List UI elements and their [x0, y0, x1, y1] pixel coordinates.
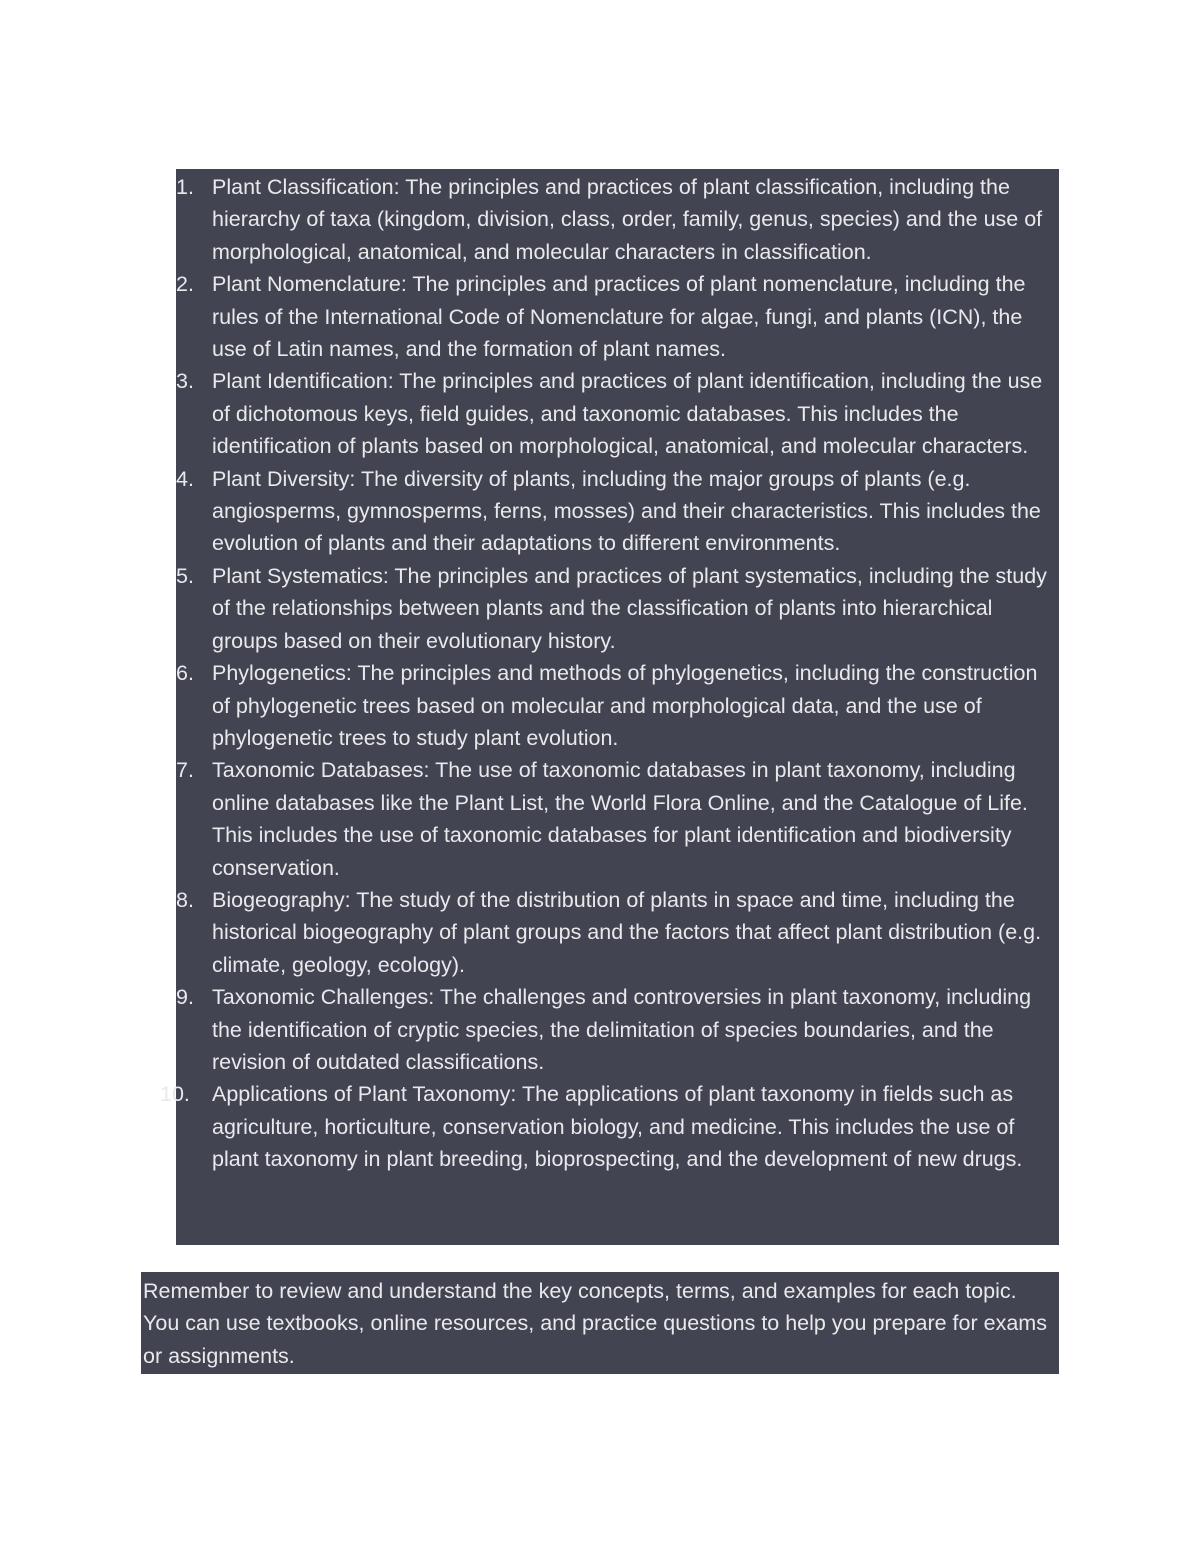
list-item	[176, 268, 1059, 365]
list-item	[176, 657, 1059, 754]
topic-list	[160, 171, 1059, 1176]
list-item-text: Plant Identification: The principles and practices of plant identification, including the use of dichotomous keys, field guides, and taxonomic databases. This includes the identification of plants based on morphological, anatomical, and molecular characters.	[212, 369, 1043, 459]
list-item	[176, 754, 1059, 884]
list-item-number: 1.	[176, 175, 194, 199]
list-item	[176, 463, 1059, 560]
list-item-text: Plant Nomenclature: The principles and practices of plant nomenclature, including the rules of the International Code of Nomenclature for algae, fungi, and plants (ICN), the use of Latin names, and the formation of plant names.	[212, 272, 1026, 362]
topic-list-block	[160, 169, 1059, 1245]
list-item-number: 8.	[176, 887, 194, 912]
list-item-text: Taxonomic Databases: The use of taxonomic databases in plant taxonomy, including online databases like the Plant List, the World Flora Online, and the Catalogue of Life. This includes the use of taxonomic databases for plant identification and biodiversity conservation.	[212, 758, 1028, 880]
list-item	[176, 884, 1059, 981]
list-item-text: Plant Systematics: The principles and practices of plant systematics, including the study of the relationships between plants and the classification of plants into hierarchical groups based on their evolutionary history.	[212, 563, 1047, 653]
list-item-text: Plant Classification: The principles and practices of plant classification, including the hierarchy of taxa (kingdom, division, class, order, family, genus, species) and the use of morphological, anatomical, and molecular characters in classification.	[212, 175, 1043, 264]
list-item-text: Applications of Plant Taxonomy: The applications of plant taxonomy in fields such as agriculture, horticulture, conservation biology, and medicine. This includes the use of plant taxonomy in plant breeding, bioprospecting, and the development of new drugs.	[212, 1082, 1023, 1172]
list-item-number: 4.	[176, 466, 194, 491]
closing-note: Remember to review and understand the key concepts, terms, and examples for each topic. You can use textbooks, online resources, and practice questions to help you prepare for exams or assignments.	[143, 1279, 1047, 1368]
closing-note-block	[141, 1272, 1059, 1374]
list-item	[176, 171, 1059, 268]
list-item	[176, 560, 1059, 657]
list-item-number: 9.	[176, 985, 194, 1010]
list-item-text: Taxonomic Challenges: The challenges and controversies in plant taxonomy, including the identification of cryptic species, the delimitation of species boundaries, and the revision of outdated classifications.	[212, 985, 1032, 1074]
list-item	[160, 1078, 1059, 1175]
list-item-number: 3.	[176, 369, 194, 394]
list-item	[176, 365, 1059, 462]
list-item-text: Plant Diversity: The diversity of plants, including the major groups of plants (e.g. angiosperms, gymnosperms, ferns, mosses) and their characteristics. This includes the evolution of plants and their adaptations to different environments.	[212, 466, 1041, 556]
list-item-number: 5.	[176, 563, 194, 588]
list-item-number: 6.	[176, 661, 194, 686]
list-item	[176, 981, 1059, 1078]
list-item-text: Biogeography: The study of the distribution of plants in space and time, including the historical biogeography of plant groups and the factors that affect plant distribution (e.g. climate, geology, ecology).	[212, 887, 1042, 977]
list-item-number: 7.	[176, 758, 194, 783]
list-item-number: 10.	[160, 1082, 190, 1107]
list-item-number: 2.	[176, 272, 194, 297]
list-item-text: Phylogenetics: The principles and methods of phylogenetics, including the construction of phylogenetic trees based on molecular and morphological data, and the use of phylogenetic trees to study plant evolution.	[212, 661, 1038, 750]
